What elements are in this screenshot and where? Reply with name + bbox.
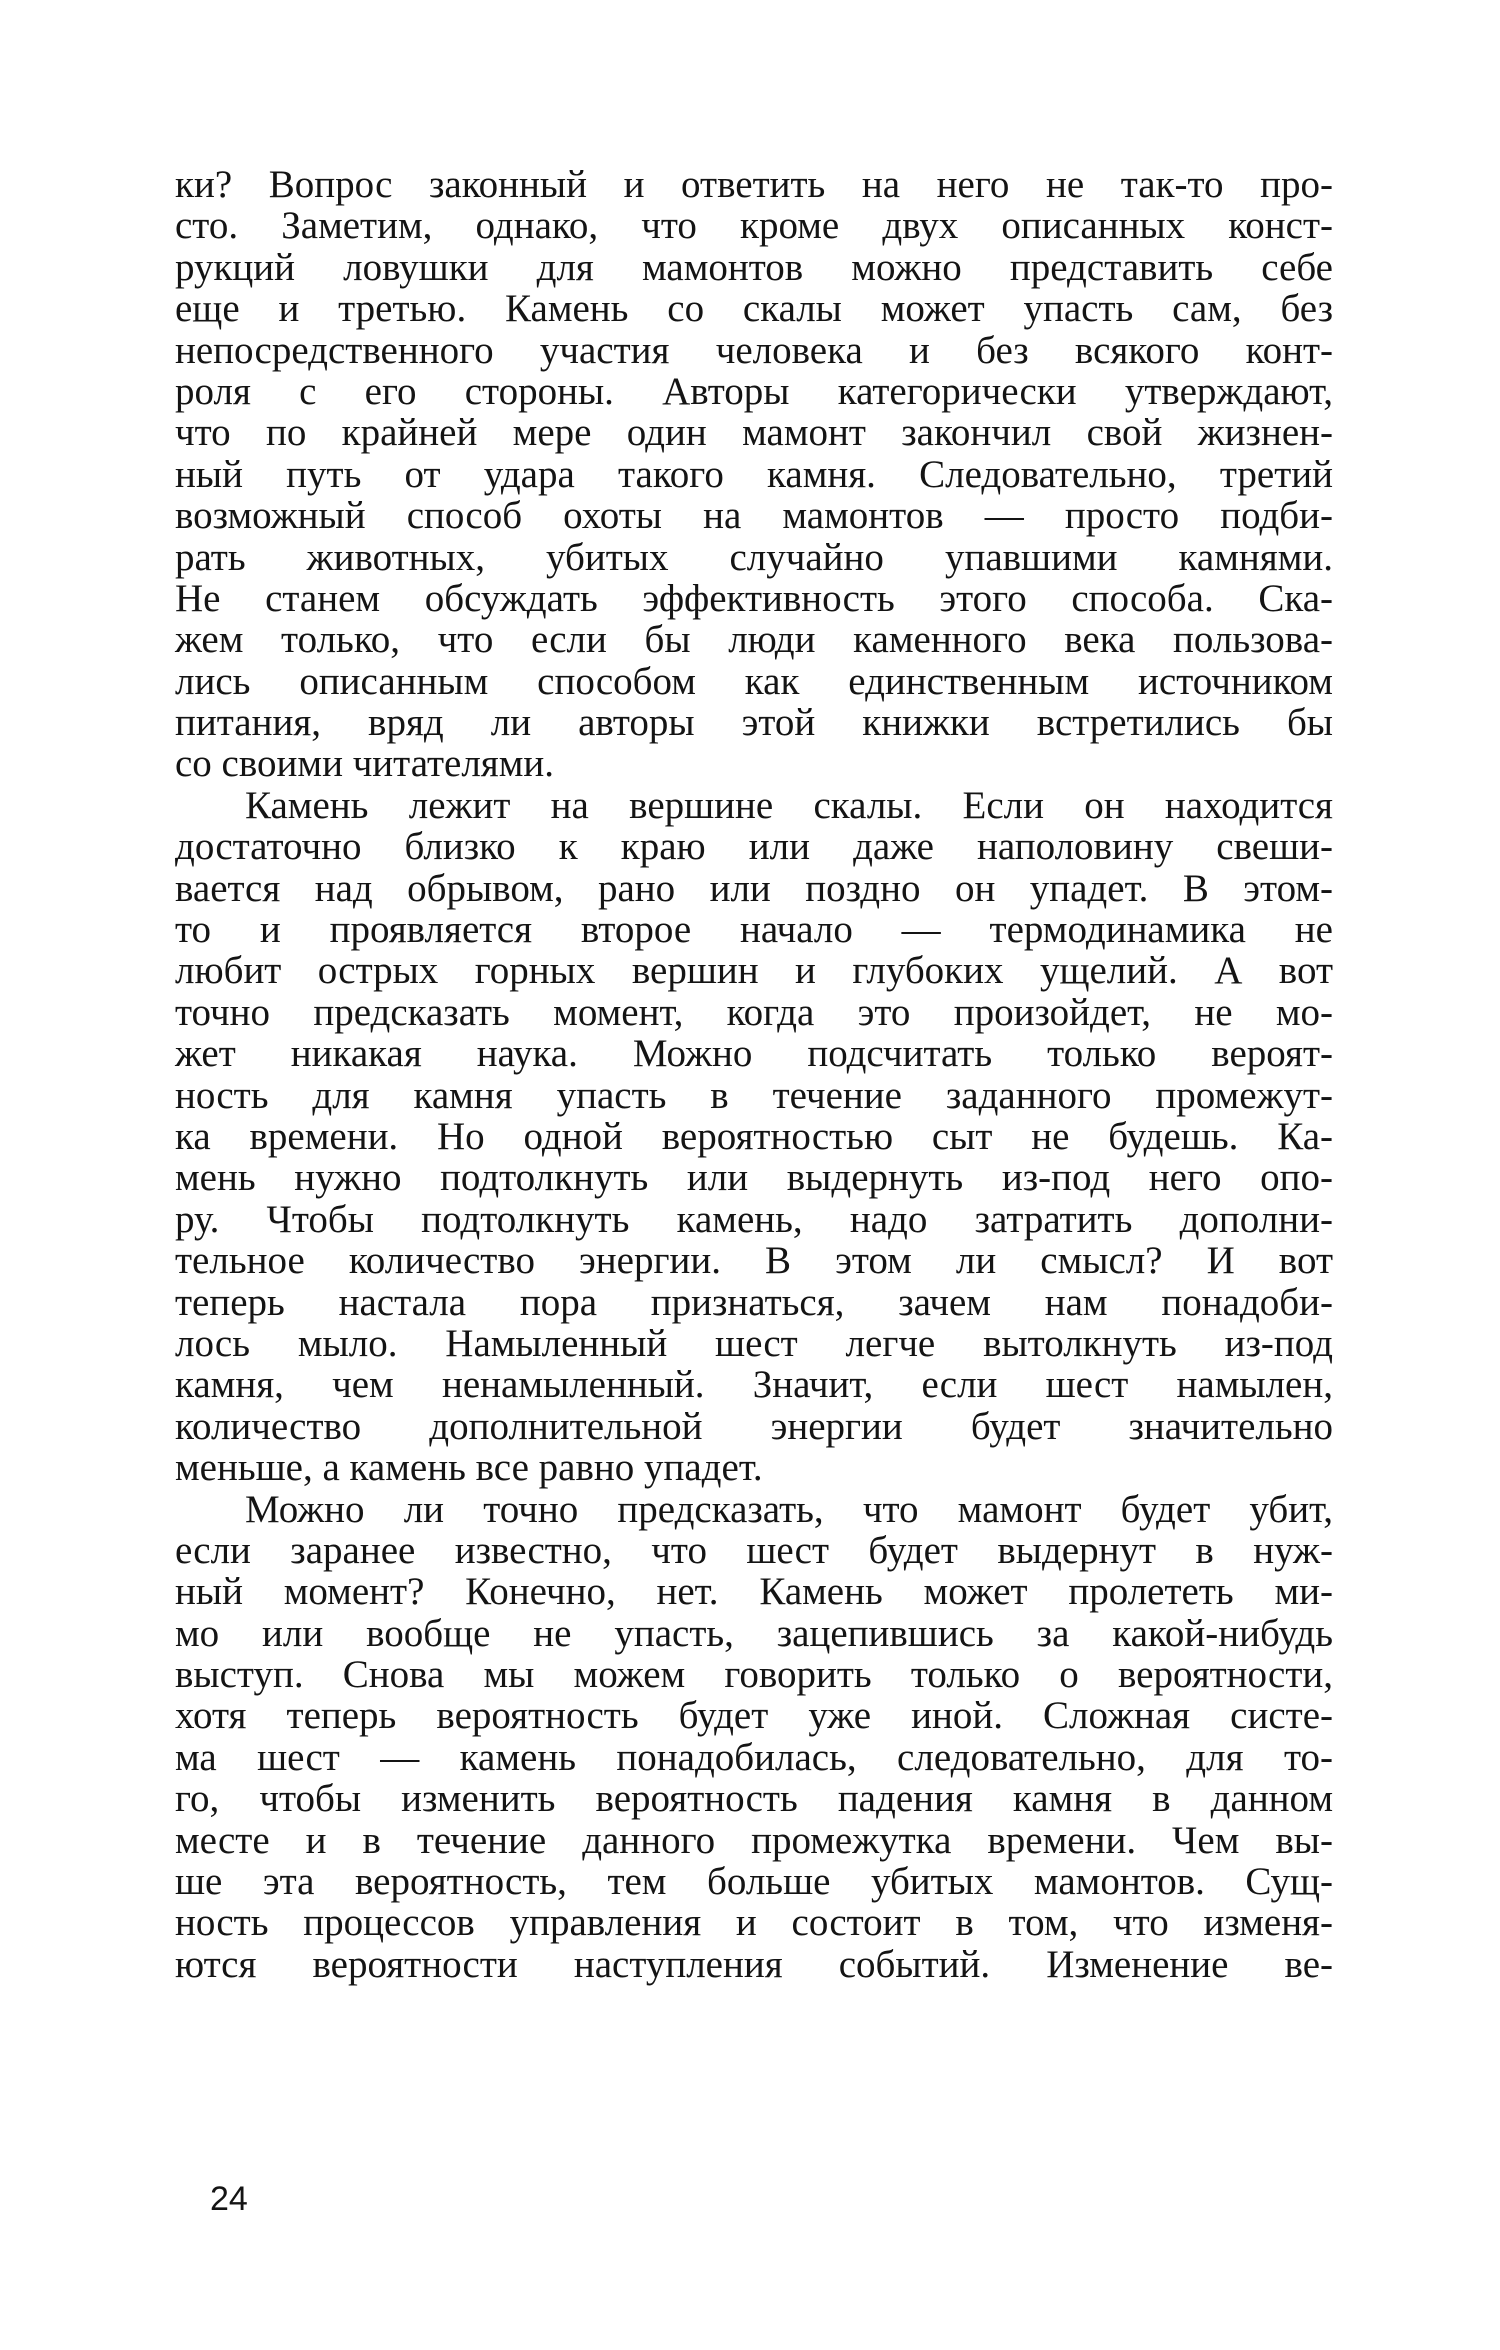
text-line: ру. Чтобы подтолкнуть камень, надо затратить дополни-: [175, 1197, 1333, 1241]
text-line: ше эта вероятность, тем больше убитых мамонтов. Сущ-: [175, 1860, 1333, 1904]
text-line: Камень лежит на вершине скалы. Если он находится: [245, 783, 1333, 827]
page-number: 24: [210, 2180, 248, 2218]
text-line: достаточно близко к краю или даже наполовину свеши-: [175, 825, 1333, 869]
text-line: жем только, что если бы люди каменного века пользова-: [175, 618, 1333, 662]
text-line: лось мыло. Намыленный шест легче вытолкнуть из-под: [175, 1321, 1333, 1365]
text-line: рать животных, убитых случайно упавшими камнями.: [175, 535, 1333, 579]
text-line: ный путь от удара такого камня. Следовательно, третий: [175, 452, 1333, 496]
text-line: сто. Заметим, однако, что кроме двух описанных конст-: [175, 204, 1333, 248]
text-line: ность для камня упасть в течение заданного промежут-: [175, 1073, 1333, 1117]
text-line: ма шест — камень понадобилась, следовательно, для то-: [175, 1735, 1333, 1779]
text-line: питания, вряд ли авторы этой книжки встретились бы: [175, 701, 1333, 745]
text-line: непосредственного участия человека и без всякого конт-: [175, 328, 1333, 372]
text-line: лись описанным способом как единственным источником: [175, 659, 1333, 703]
text-line: выступ. Снова мы можем говорить только о вероятности,: [175, 1653, 1333, 1697]
text-line: тельное количество энергии. В этом ли смысл? И вот: [175, 1239, 1333, 1283]
text-line: жет никакая наука. Можно подсчитать только вероят-: [175, 1032, 1333, 1076]
text-line: ность процессов управления и состоит в том, что изменя-: [175, 1901, 1333, 1945]
text-line: ки? Вопрос законный и ответить на него не так-то про-: [175, 163, 1333, 206]
paragraph: [175, 1489, 1333, 1986]
text-line: то и проявляется второе начало — термодинамика не: [175, 908, 1333, 952]
text-line: теперь настала пора признаться, зачем нам понадоби-: [175, 1280, 1333, 1324]
text-line: хотя теперь вероятность будет уже иной. Сложная систе-: [175, 1694, 1333, 1738]
text-line: что по крайней мере один мамонт закончил свой жизнен-: [175, 411, 1333, 455]
text-line: мо или вообще не упасть, зацепившись за какой-нибудь: [175, 1611, 1333, 1655]
text-line: ный момент? Конечно, нет. Камень может пролететь ми-: [175, 1570, 1333, 1614]
body-text: [175, 164, 1333, 1985]
text-line: точно предсказать момент, когда это произойдет, не мо-: [175, 990, 1333, 1034]
text-line: роля с его стороны. Авторы категорически утверждают,: [175, 369, 1333, 413]
text-line: возможный способ охоты на мамонтов — просто подби-: [175, 494, 1333, 538]
text-line: Не станем обсуждать эффективность этого способа. Ска-: [175, 576, 1333, 620]
text-line: Можно ли точно предсказать, что мамонт будет убит,: [245, 1487, 1333, 1531]
text-line: мень нужно подтолкнуть или выдернуть из-под него опо-: [175, 1156, 1333, 1200]
text-line: вается над обрывом, рано или поздно он упадет. В этом-: [175, 866, 1333, 910]
text-line: ка времени. Но одной вероятностью сыт не будешь. Ка-: [175, 1114, 1333, 1158]
text-line: меньше, а камень все равно упадет.: [175, 1446, 763, 1490]
paragraph: [175, 785, 1333, 1489]
text-line: го, чтобы изменить вероятность падения камня в данном: [175, 1777, 1333, 1821]
text-line: камня, чем ненамыленный. Значит, если шест намылен,: [175, 1363, 1333, 1407]
paragraph: [175, 164, 1333, 785]
text-line: если заранее известно, что шест будет выдернут в нуж-: [175, 1528, 1333, 1572]
text-line: любит острых горных вершин и глубоких ущелий. А вот: [175, 949, 1333, 993]
text-line: месте и в течение данного промежутка времени. Чем вы-: [175, 1818, 1333, 1862]
text-line: еще и третью. Камень со скалы может упасть сам, без: [175, 287, 1333, 331]
text-line: ются вероятности наступления событий. Изменение ве-: [175, 1942, 1333, 1986]
text-line: рукций ловушки для мамонтов можно представить себе: [175, 245, 1333, 289]
text-line: количество дополнительной энергии будет значительно: [175, 1404, 1333, 1448]
text-line: со своими читателями.: [175, 742, 555, 786]
